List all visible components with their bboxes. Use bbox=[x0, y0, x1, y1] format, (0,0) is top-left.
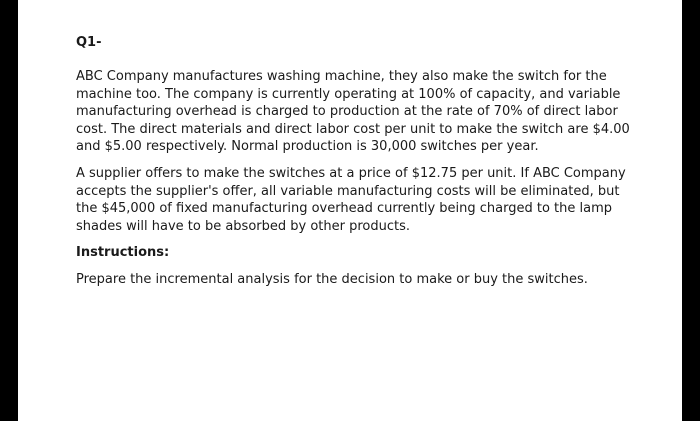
document-content bbox=[76, 34, 636, 298]
question-title: Q1- bbox=[76, 35, 102, 50]
question-paragraph-1: ABC Company manufactures washing machine, they also make the switch for the machine too. The company is currently operating at 100% of capacity, and variable manufacturing overhead is charged to production at the rate of 70% of direct labor cost. The direct materials and direct labor cost per unit to make the switch are $4.00 and $5.00 respectively. Normal production is 30,000 switches per year. bbox=[76, 69, 630, 155]
question-paragraph-2: A supplier offers to make the switches at a price of $12.75 per unit. If ABC Company accepts the supplier's offer, all variable manufacturing costs will be eliminated, but the $45,000 of fixed manufacturing overhead currently being charged to the lamp shades will have to be absorbed by other products. bbox=[76, 165, 626, 234]
instructions-text: Prepare the incremental analysis for the decision to make or buy the switches. bbox=[76, 271, 588, 287]
document-page bbox=[18, 0, 682, 421]
instructions-heading: Instructions: bbox=[76, 245, 170, 261]
